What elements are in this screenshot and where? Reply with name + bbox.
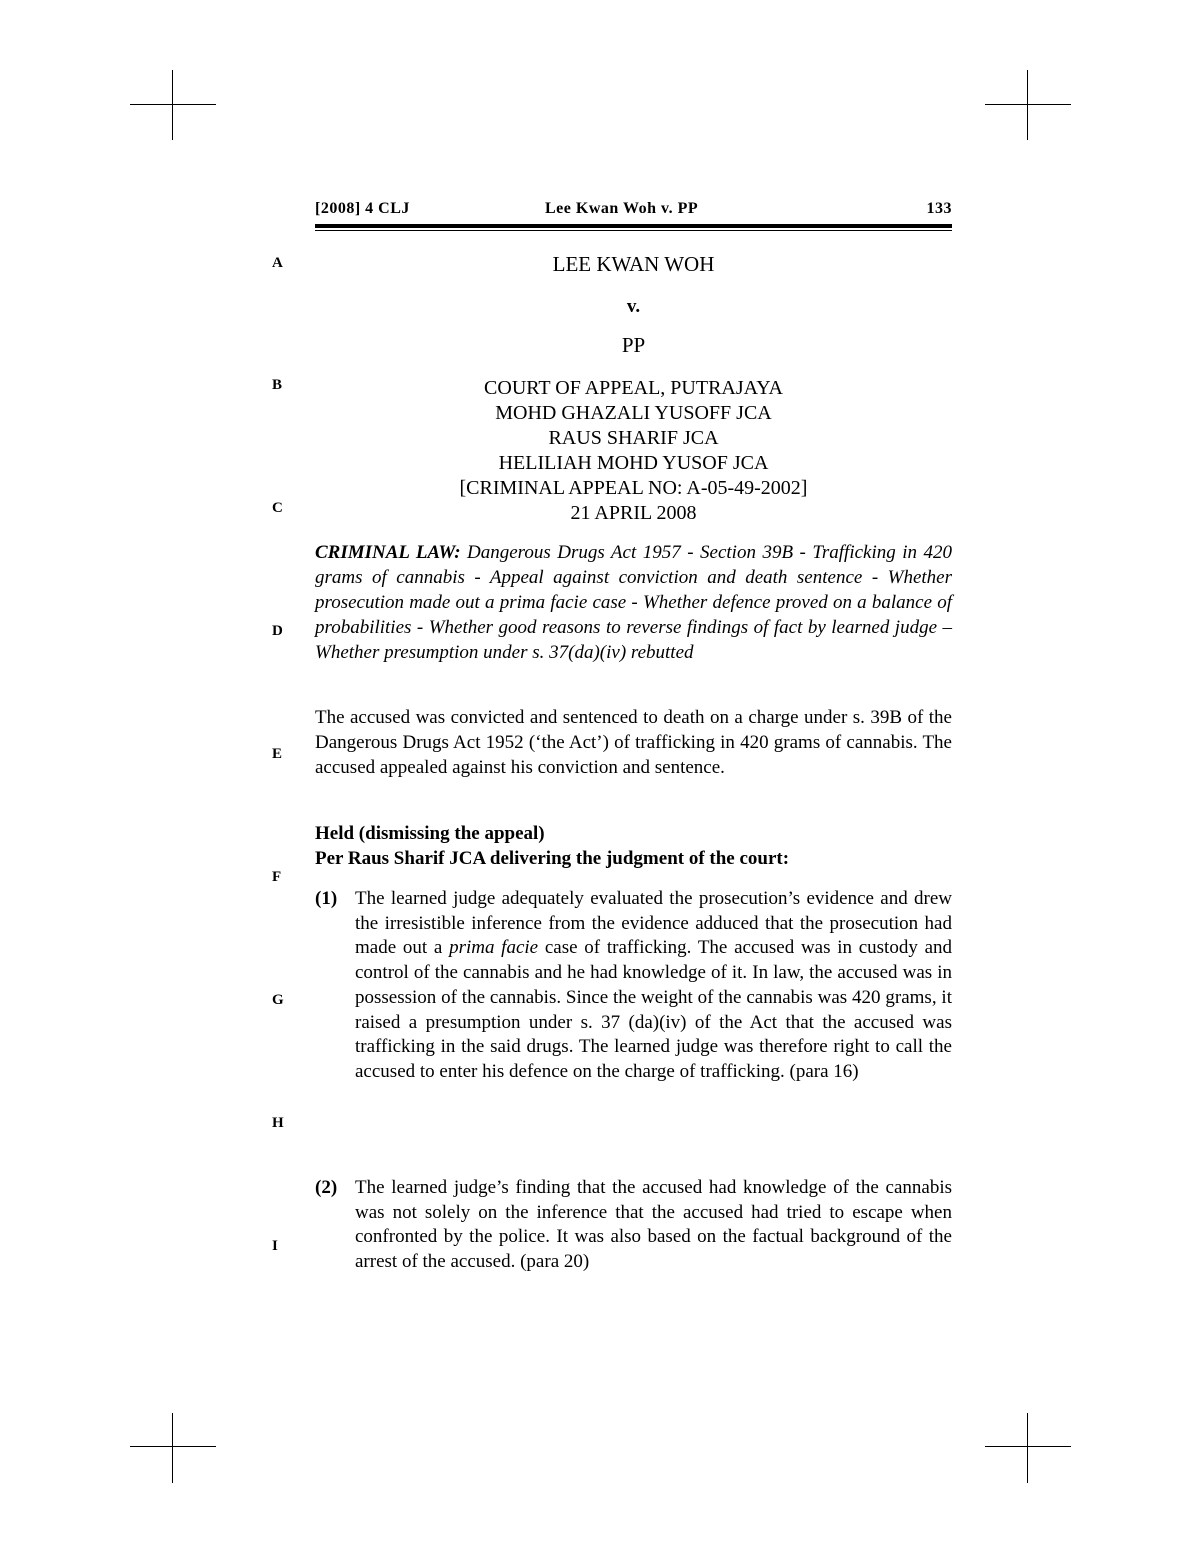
margin-letter: F	[272, 869, 282, 885]
holding-number: (1)	[315, 888, 338, 909]
judgment-date: 21 APRIL 2008	[570, 502, 697, 524]
margin-letter: E	[272, 746, 283, 762]
versus: v.	[626, 296, 641, 317]
header-citation: [2008] 4 CLJ	[315, 200, 410, 217]
header-case-title: Lee Kwan Woh v. PP	[545, 200, 699, 217]
held-heading	[315, 821, 952, 871]
holding-text-part: The learned judge adequately evaluated the prosecution’s evidence and drew the irresistible inference from the evidence adduced that the prosecution had made out a	[355, 888, 952, 959]
holding-item	[315, 1176, 952, 1275]
margin-letter: B	[272, 377, 283, 393]
judge-name: MOHD GHAZALI YUSOFF JCA	[495, 402, 772, 424]
crop-mark	[130, 104, 216, 105]
appeal-number: [CRIMINAL APPEAL NO: A-05-49-2002]	[459, 477, 808, 499]
holding-text	[355, 887, 952, 1085]
header-rule-thin	[315, 230, 952, 231]
margin-letter: A	[272, 255, 283, 271]
margin-letter: I	[272, 1238, 278, 1254]
catchwords-subject: CRIMINAL LAW:	[315, 542, 461, 563]
holding-number: (2)	[315, 1177, 338, 1198]
holding-text-italic: prima facie	[449, 937, 539, 959]
margin-letter: G	[272, 992, 284, 1008]
crop-mark	[985, 104, 1071, 105]
crop-mark	[130, 1446, 216, 1447]
margin-letter: C	[272, 500, 283, 516]
catchwords	[315, 540, 952, 665]
judge-name: HELILIAH MOHD YUSOF JCA	[498, 452, 769, 474]
respondent-name: PP	[621, 333, 646, 357]
crop-mark	[172, 1413, 173, 1483]
crop-mark	[1027, 70, 1028, 140]
held-line: Held (dismissing the appeal)	[315, 823, 545, 844]
holding-text: The learned judge’s finding that the accused had knowledge of the cannabis was not solely on the inference that the accused had tried to escape when confronted by the police. It was also based on the factual background of the arrest of the accused. (para 20)	[355, 1177, 952, 1273]
holding-text-part: case of trafficking. The accused was in custody and control of the cannabis and he had knowledge of it. In law, the accused was in possession of the cannabis. Since the weight of the cannabis was 420 grams, it raised a presumption under s. 37 (da)(iv) of the Act that the accused was trafficking in the said drugs. The learned judge was therefore right to call the accused to enter his defence on the charge of trafficking. (para 16)	[355, 937, 953, 1082]
margin-letter: D	[272, 623, 283, 639]
margin-letter: H	[272, 1115, 284, 1131]
appellant-name: LEE KWAN WOH	[552, 252, 715, 276]
court-block	[315, 376, 952, 526]
judge-name: RAUS SHARIF JCA	[548, 427, 719, 449]
holding-item	[315, 887, 952, 1085]
court-name: COURT OF APPEAL, PUTRAJAYA	[484, 377, 783, 399]
case-summary: The accused was convicted and sentenced to death on a charge under s. 39B of the Dangerous Drugs Act 1952 (‘the Act’) of trafficking in 420 grams of cannabis. The accused appealed against his conviction and sentence.	[315, 707, 952, 778]
held-line: Per Raus Sharif JCA delivering the judgment of the court:	[315, 848, 790, 869]
crop-mark	[172, 70, 173, 140]
catchwords-text: Dangerous Drugs Act 1957 - Section 39B - Trafficking in 420 grams of cannabis - Appeal against conviction and death sentence - Whether prosecution made out a prima facie case - Whether defence proved on a balance of probabilities - Whether good reasons to reverse findings of fact by learned judge – Whether presumption under s. 37(da)(iv) rebutted	[315, 542, 953, 663]
crop-mark	[985, 1446, 1071, 1447]
page-number: 133	[926, 200, 952, 217]
crop-mark	[1027, 1413, 1028, 1483]
header-rule	[315, 224, 952, 228]
